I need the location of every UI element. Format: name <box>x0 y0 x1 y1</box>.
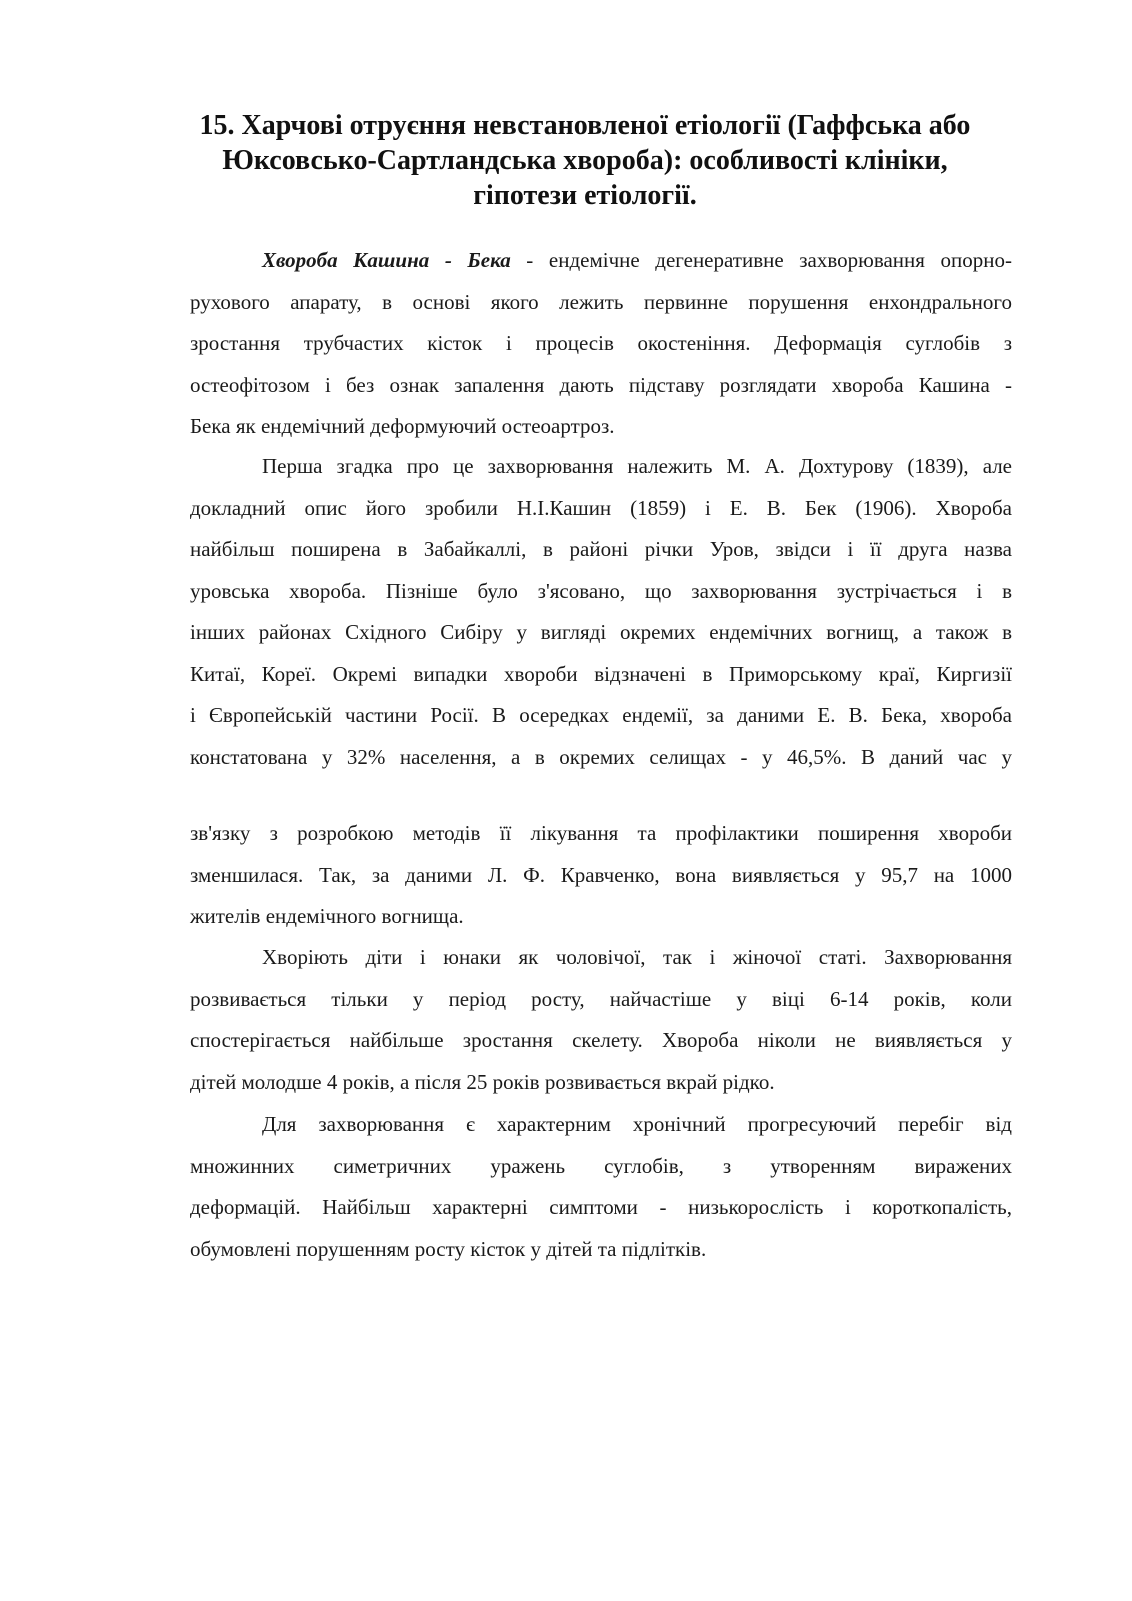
title-line-3: гіпотези етіології. <box>473 180 697 211</box>
text-line: жителів ендемічного вогнища. <box>190 904 464 928</box>
text-line: Для захворювання є характерним хронічний прогресуючий перебіг від <box>262 1112 1012 1136</box>
text-line: Хворіють діти і юнаки як чоловічої, так і жіночої статі. Захворювання <box>262 945 1012 969</box>
paragraph-affected-population <box>190 937 1012 1103</box>
text-line: рухового апарату, в основі якого лежить первинне порушення енхондрального <box>190 289 1012 314</box>
text-line: Китаї, Кореї. Окремі випадки хвороби відзначені в Приморському краї, Киргизії <box>190 661 1012 686</box>
paragraph-history-continued <box>190 813 1012 938</box>
text-line: Перша згадка про це захворювання належить М. А. Дохтурову (1839), але <box>262 454 1012 478</box>
text-line: обумовлені порушенням росту кісток у дітей та підлітків. <box>190 1236 707 1261</box>
text-line: і Європейській частини Росії. В осередках ендемії, за даними Е. В. Бека, хвороба <box>190 703 1012 727</box>
text-line: зменшилася. Так, за даними Л. Ф. Кравченко, вона виявляється у 95,7 на 1000 <box>190 862 1012 887</box>
text-line: докладний опис його зробили Н.І.Кашин (1859) і Е. В. Бек (1906). Хвороба <box>190 495 1012 520</box>
title-line-2: Юксовсько-Сартландська хвороба): особливості клініки, <box>222 145 948 176</box>
text-line <box>190 240 1012 282</box>
text-line: множинних симетричних уражень суглобів, з утворенням виражених <box>190 1153 1012 1178</box>
text-line: інших районах Східного Сибіру у вигляді окремих ендемічних вогнищ, а також в <box>190 620 1012 644</box>
title-line-1: 15. Харчові отруєння невстановленої етіології (Гаффська або <box>199 110 971 141</box>
page-title <box>170 108 1000 213</box>
text-line: спостерігається найбільше зростання скелету. Хвороба ніколи не виявляється у <box>190 1028 1012 1052</box>
text-line: деформацій. Найбільш характерні симптоми - низькорослість і короткопалість, <box>190 1195 1012 1219</box>
text-line: Бека як ендемічний деформуючий остеоартроз. <box>190 414 615 438</box>
text-line: остеофітозом і без ознак запалення дають підставу розглядати хвороба Кашина - <box>190 372 1012 397</box>
text-line: констатована у 32% населення, а в окремих селищах - у 46,5%. В даний час у <box>190 744 1012 769</box>
text-line: зв'язку з розробкою методів її лікування та профілактики поширення хвороби <box>190 821 1012 845</box>
text-line: дітей молодше 4 років, а після 25 років розвивається вкрай рідко. <box>190 1069 775 1094</box>
paragraph-history <box>190 446 1012 778</box>
text-fragment: - ендемічне дегенеративне захворювання опорно- <box>510 248 1012 272</box>
text-line: зростання трубчастих кісток і процесів окостеніння. Деформація суглобів з <box>190 331 1012 355</box>
text-line: розвивається тільки у період росту, найчастіше у віці 6-14 років, коли <box>190 986 1012 1011</box>
text-line: найбільш поширена в Забайкаллі, в районі річки Уров, звідси і її друга назва <box>190 537 1012 561</box>
term-kashin-beck: Хвороба Кашина - Бека <box>262 248 511 272</box>
paragraph-clinical-course <box>190 1104 1012 1270</box>
paragraph-kashin-beck-definition <box>190 240 1012 448</box>
text-line: уровська хвороба. Пізніше було з'ясовано, що захворювання зустрічається і в <box>190 578 1012 603</box>
